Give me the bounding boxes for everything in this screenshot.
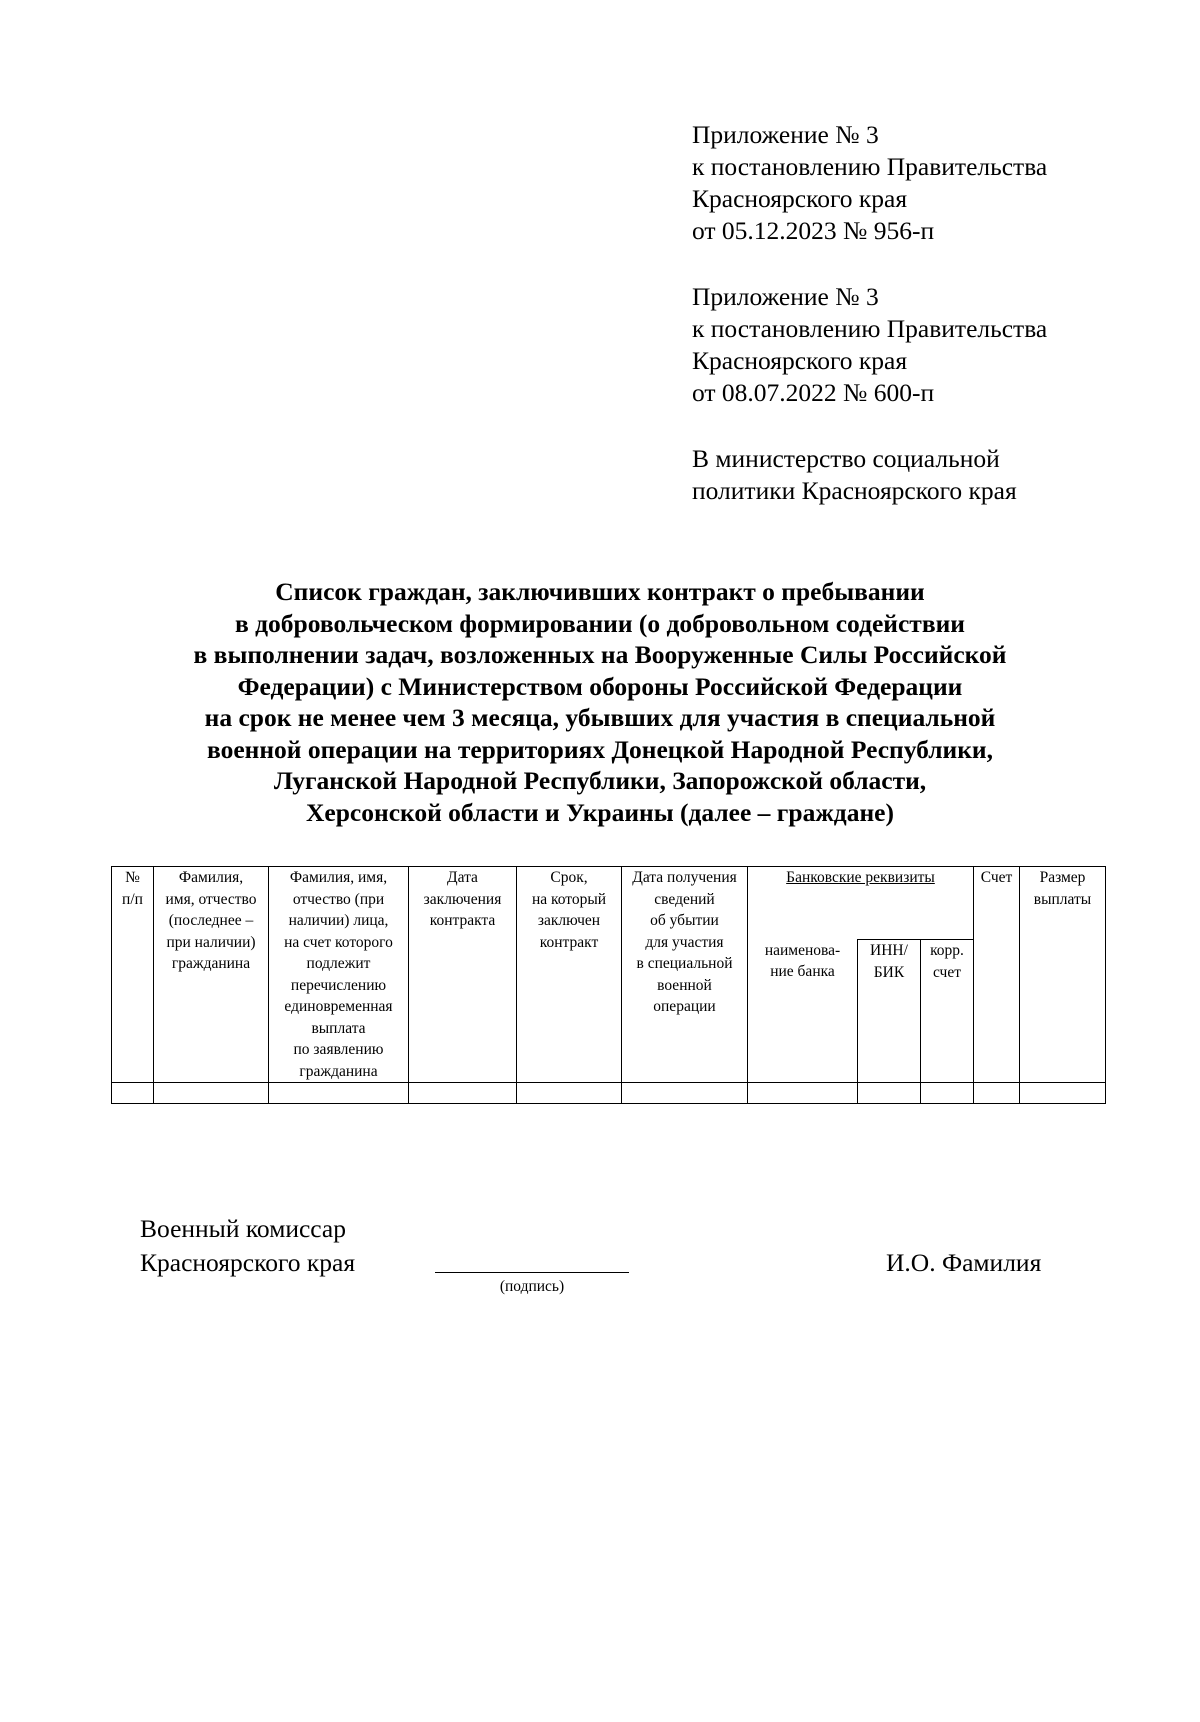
header-payment-amount: Размер выплаты — [1020, 867, 1106, 1083]
table-cell — [409, 1083, 517, 1104]
table-cell — [748, 1083, 858, 1104]
signatory-name: И.О. Фамилия — [886, 1248, 1042, 1277]
signature-caption: (подпись) — [499, 1278, 565, 1295]
header-citizen-name: Фамилия, имя, отчество (последнее – при наличии) гражданина — [154, 867, 269, 1083]
table-cell — [858, 1083, 921, 1104]
annex-line: к постановлению Правительства — [692, 152, 1048, 181]
table-header-row — [112, 867, 1106, 940]
title-line: Федерации) с Министерством обороны Российской Федерации — [237, 671, 963, 701]
signatory-role-line: Военный комиссар — [140, 1214, 346, 1243]
annex-current-decree — [692, 119, 1047, 247]
title-line: Херсонской области и Украины (далее – граждане) — [306, 797, 894, 827]
recipient-block — [692, 443, 1017, 507]
table-cell — [974, 1083, 1020, 1104]
header-inn-bik: ИНН/ БИК — [858, 940, 921, 1083]
header-bank-details: Банковские реквизиты — [748, 867, 974, 940]
header-corr-account: корр. счет — [921, 940, 974, 1083]
header-account: Счет — [974, 867, 1020, 1083]
header-contract-term: Срок, на который заключен контракт — [517, 867, 622, 1083]
document-title — [120, 576, 1080, 828]
title-line: Список граждан, заключивших контракт о пребывании — [275, 577, 925, 606]
signature-line — [435, 1272, 629, 1273]
table-cell — [517, 1083, 622, 1104]
annex-line: от 08.07.2022 № 600-п — [692, 378, 935, 407]
recipient-line: В министерство социальной — [692, 444, 1000, 473]
header-departure-date: Дата получения сведений об убытии для участия в специальной военной операции — [622, 867, 748, 1083]
annex-previous-decree — [692, 281, 1047, 409]
table-cell — [269, 1083, 409, 1104]
annex-line: Красноярского края — [692, 346, 908, 375]
table-cell — [921, 1083, 974, 1104]
annex-line: к постановлению Правительства — [692, 314, 1048, 343]
title-line: на срок не менее чем 3 месяца, убывших для участия в специальной — [204, 703, 996, 732]
header-num: № п/п — [112, 867, 154, 1083]
citizens-table — [111, 866, 1106, 1104]
table-cell — [1020, 1083, 1106, 1104]
annex-line: Приложение № 3 — [692, 120, 879, 149]
header-bank-name: наименова- ние банка — [748, 940, 858, 1083]
table-cell — [622, 1083, 748, 1104]
title-line: в добровольческом формировании (о добровольном содействии — [235, 608, 965, 638]
signatory-role — [140, 1212, 355, 1280]
title-line: военной операции на территориях Донецкой Народной Республики, — [207, 734, 993, 764]
title-line: в выполнении задач, возложенных на Вооруженные Силы Российской — [193, 640, 1007, 669]
title-line: Луганской Народной Республики, Запорожской области, — [273, 766, 927, 795]
annex-line: от 05.12.2023 № 956-п — [692, 216, 935, 245]
table-cell — [112, 1083, 154, 1104]
signatory-role-line: Красноярского края — [140, 1248, 356, 1277]
recipient-line: политики Красноярского края — [692, 476, 1017, 505]
header-payee-name: Фамилия, имя, отчество (при наличии) лица, на счет которого подлежит перечислению единовременная выплата по заявлению гражданина — [269, 867, 409, 1083]
header-contract-date: Дата заключения контракта — [409, 867, 517, 1083]
annex-line: Приложение № 3 — [692, 282, 879, 311]
annex-line: Красноярского края — [692, 184, 908, 213]
table-row — [112, 1083, 1106, 1104]
table-cell — [154, 1083, 269, 1104]
